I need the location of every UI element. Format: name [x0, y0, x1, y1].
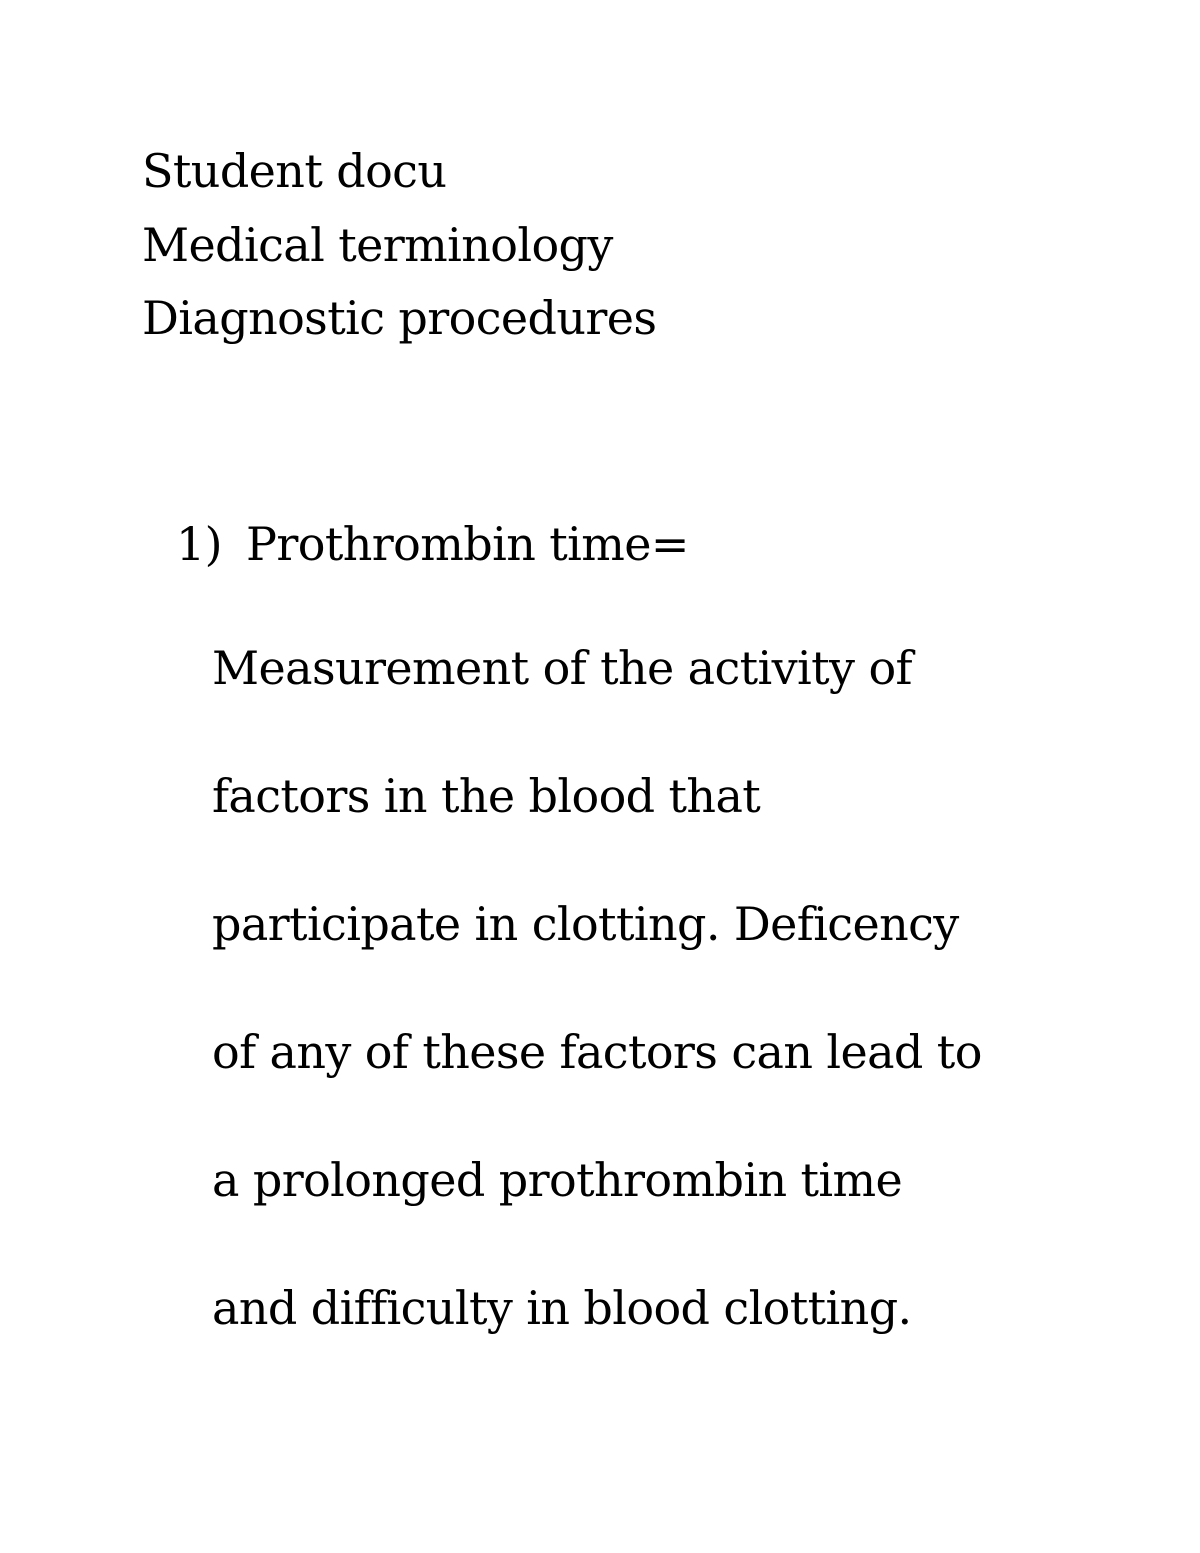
definition-line: Measurement of the activity of — [212, 641, 912, 695]
definition-line: participate in clotting. Deficency — [212, 897, 959, 951]
definition-line: of any of these factors can lead to — [212, 1025, 982, 1079]
header-line-student-docu: Student docu — [142, 144, 447, 198]
list-item-number: 1) — [176, 517, 223, 571]
definition-line: factors in the blood that — [212, 769, 761, 823]
definition-line: a prolonged prothrombin time — [212, 1153, 903, 1207]
header-line-subject: Medical terminology — [142, 218, 613, 272]
definition-line: and difficulty in blood clotting. — [212, 1281, 912, 1335]
header-line-topic: Diagnostic procedures — [142, 291, 657, 345]
list-item-title: Prothrombin time= — [246, 517, 689, 571]
